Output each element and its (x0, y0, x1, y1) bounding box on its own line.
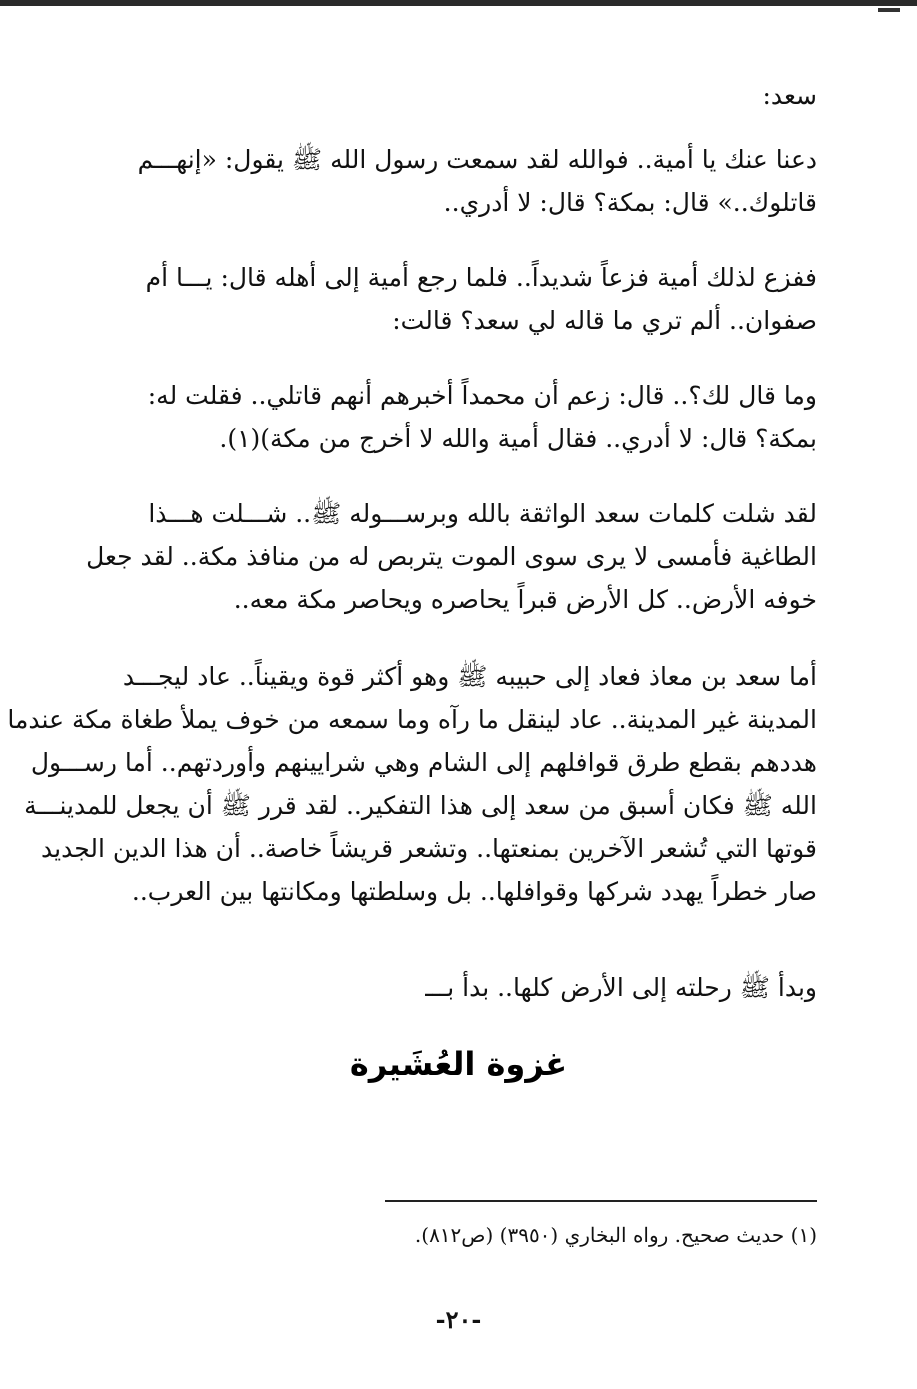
text-line: دعنا عنك يا أمية.. فوالله لقد سمعت رسول الله ﷺ يقول: «إنهـــم (137, 145, 817, 174)
text-line: أما سعد بن معاذ فعاد إلى حبيبه ﷺ وهو أكثر قوة ويقيناً.. عاد ليجـــد (122, 662, 817, 691)
corner-mark (878, 8, 900, 12)
paragraph-4 (86, 492, 817, 621)
text-line: صار خطراً يهدد شركها وقوافلها.. بل وسلطتها ومكانتها بين العرب.. (131, 877, 817, 906)
text-line: وبدأ ﷺ رحلته إلى الأرض كلها.. بدأ بـــ (425, 973, 817, 1002)
text-line: هددهم بقطع طرق قوافلهم إلى الشام وهي شرايينهم وأوردتهم.. أما رســـول (30, 748, 817, 777)
section-heading: غزوة العُشَيرة (349, 1045, 568, 1083)
text-line: الله ﷺ فكان أسبق من سعد إلى هذا التفكير.. لقد قرر ﷺ أن يجعل للمدينـــة (24, 791, 817, 820)
text-line: بمكة؟ قال: لا أدري.. فقال أمية والله لا أخرج من مكة)(١). (219, 424, 817, 453)
text-line: قاتلوك..» قال: بمكة؟ قال: لا أدري.. (443, 188, 817, 217)
paragraph-intro (100, 74, 817, 117)
paragraph-3 (100, 374, 817, 460)
text-line: المدينة غير المدينة.. عاد لينقل ما رآه وما سمعه من خوف يملأ طغاة مكة عندما (7, 705, 817, 734)
footnote-divider (385, 1200, 817, 1202)
page-number: -٢٠- (435, 1305, 482, 1334)
paragraph-6 (100, 966, 817, 1009)
paragraph-1 (100, 138, 817, 224)
text-line: سعد: (762, 81, 817, 110)
text-line: صفوان.. ألم تري ما قاله لي سعد؟ قالت: (392, 306, 817, 335)
footnote: (١) حديث صحيح. رواه البخاري (٣٩٥٠) (ص٨١٢). (414, 1223, 817, 1247)
top-border (0, 0, 917, 6)
section-heading-wrap (0, 1045, 917, 1083)
paragraph-2 (100, 256, 817, 342)
text-line: خوفه الأرض.. كل الأرض قبراً يحاصره ويحاصر مكة معه.. (233, 585, 817, 614)
text-line: قوتها التي تُشعر الآخرين بمنعتها.. وتشعر قريشاً خاصة.. أن هذا الدين الجديد (40, 834, 817, 863)
text-line: ففزع لذلك أمية فزعاً شديداً.. فلما رجع أمية إلى أهله قال: يـــا أم (145, 263, 817, 292)
text-line: وما قال لك؟.. قال: زعم أن محمداً أخبرهم أنهم قاتلي.. فقلت له: (147, 381, 817, 410)
text-line: لقد شلت كلمات سعد الواثقة بالله وبرســـوله ﷺ.. شـــلت هـــذا (148, 499, 817, 528)
paragraph-5 (7, 655, 817, 913)
text-line: الطاغية فأمسى لا يرى سوى الموت يتربص له من منافذ مكة.. لقد جعل (86, 542, 817, 571)
